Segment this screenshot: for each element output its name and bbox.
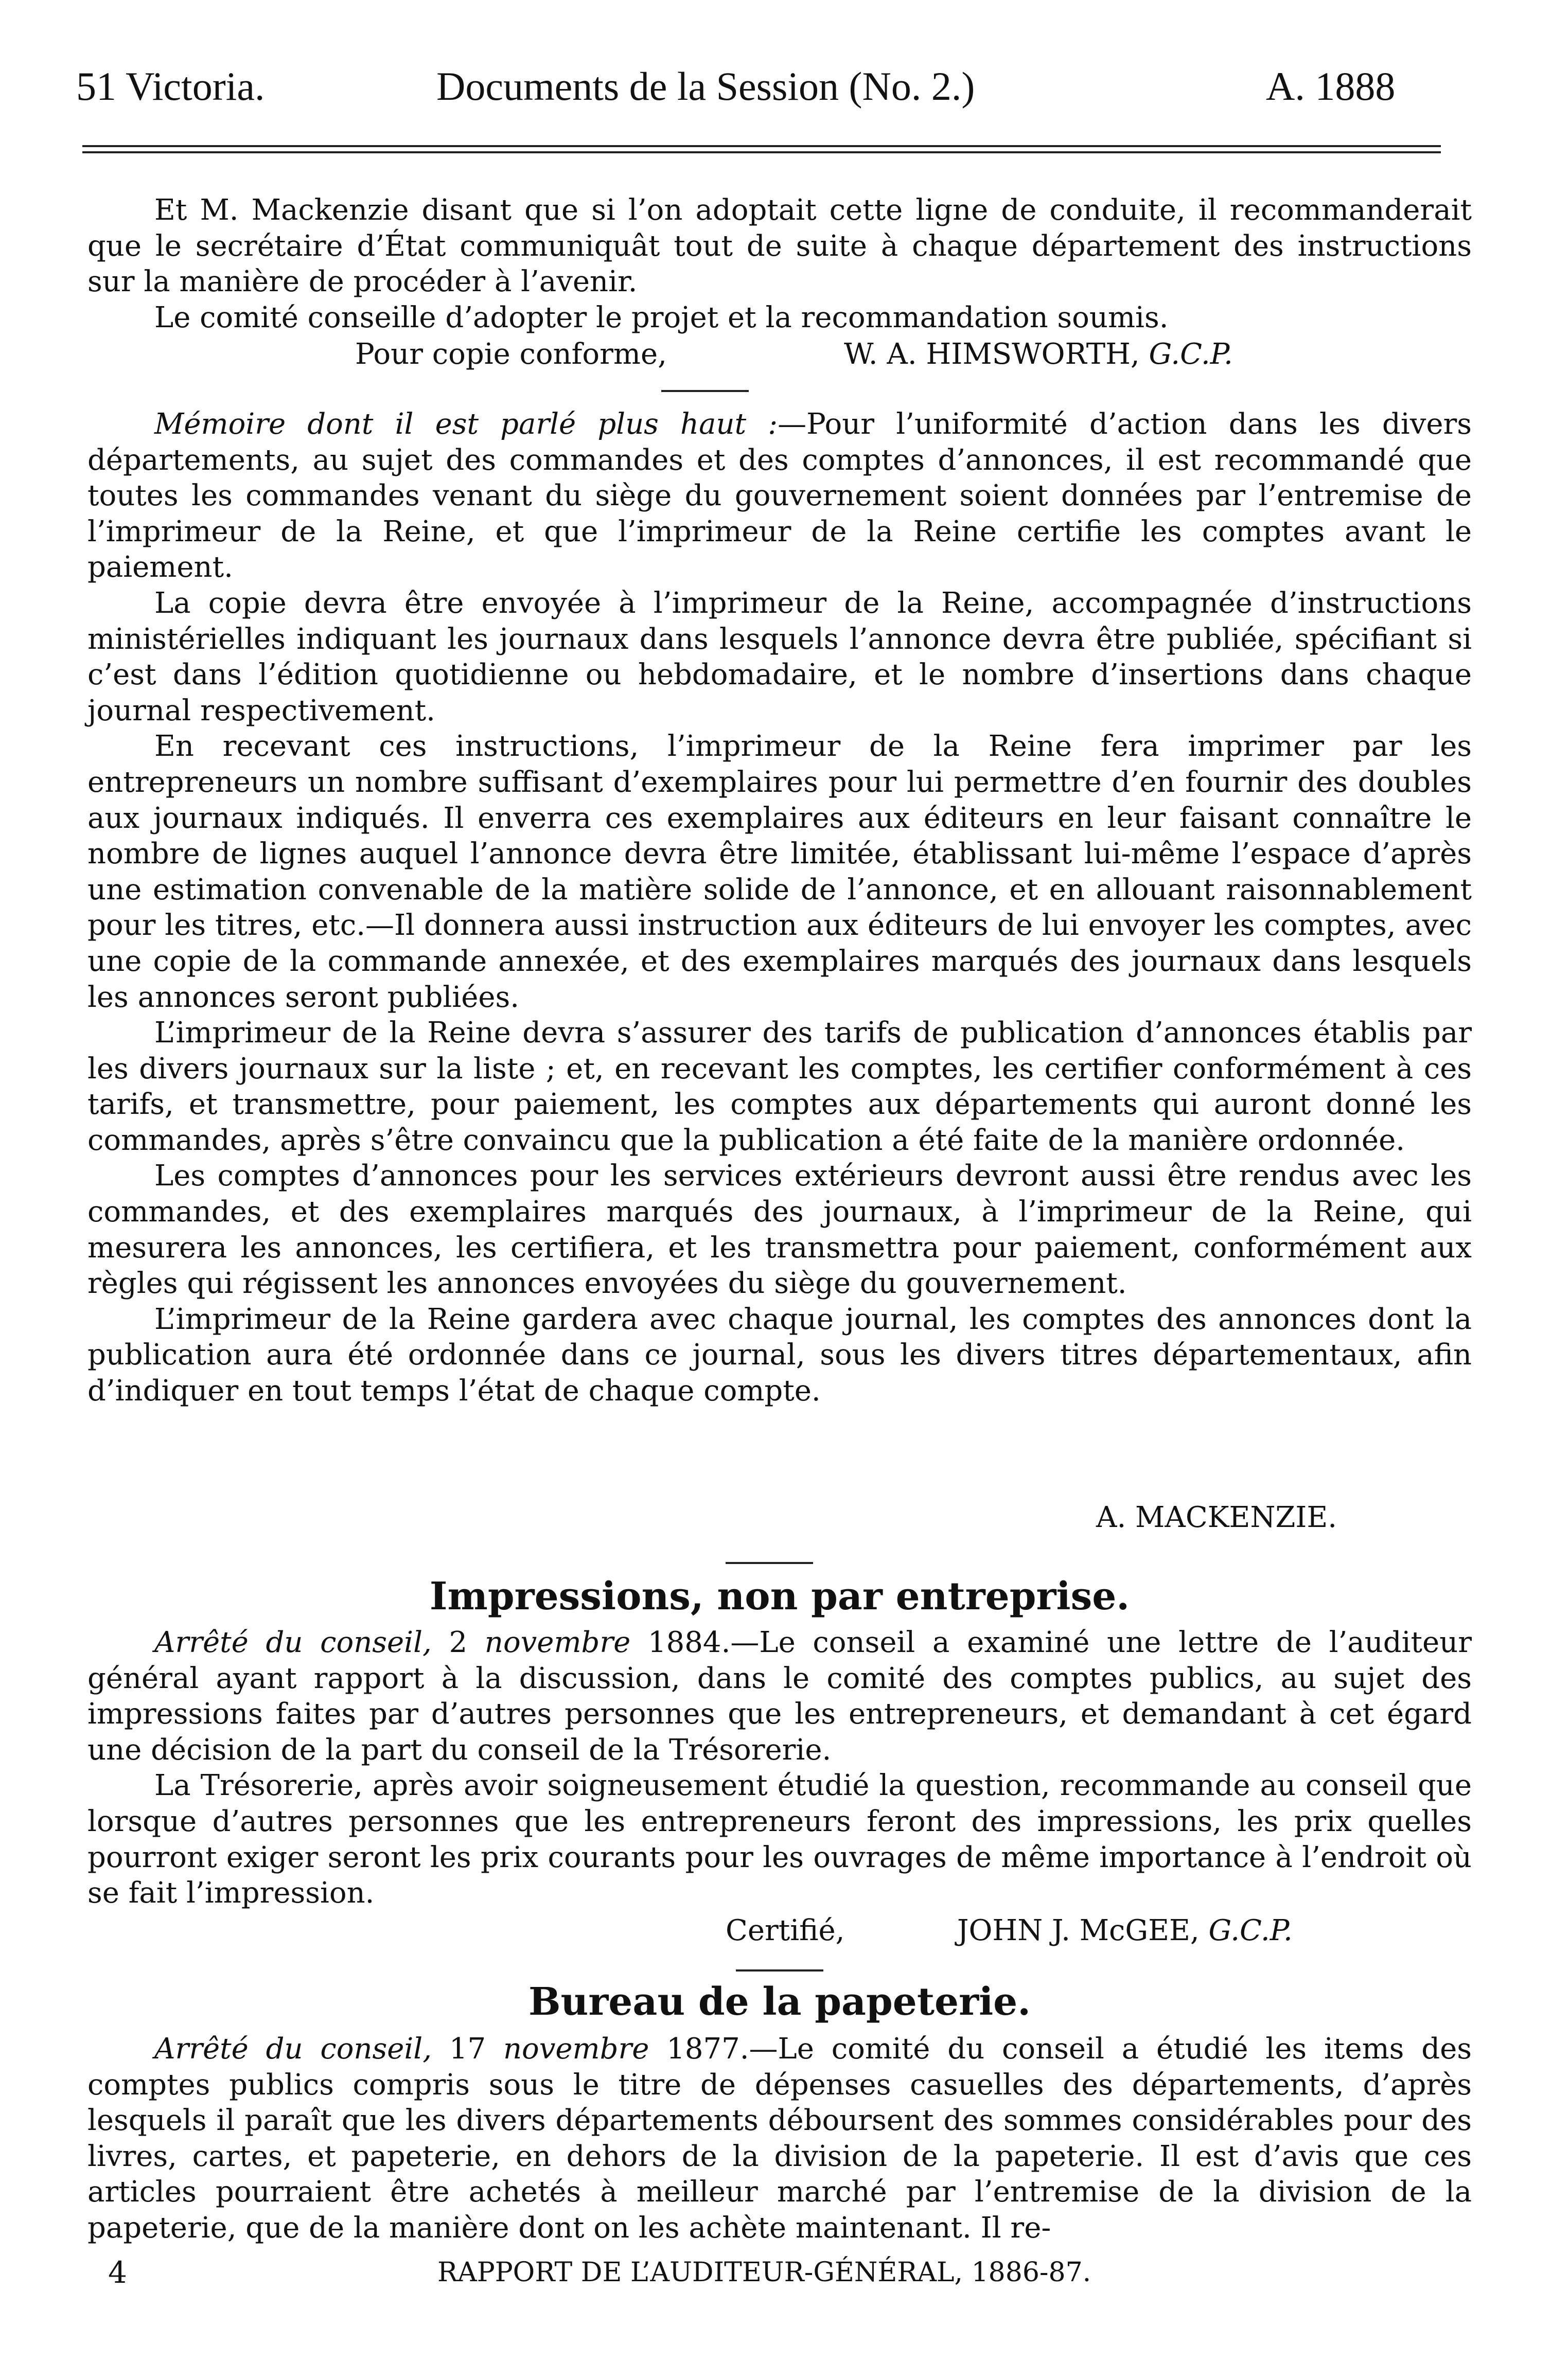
paragraph: L’imprimeur de la Reine devra s’assurer des tarifs de publication d’annonces établis par les divers journaux sur la liste ; et, en recevant les comptes, les certifier conformément à ces tarifs, et transmettre, pour paiement, les comptes aux départements qui auront donné les commandes, après s’être convaincu que la publication a été faite de la manière ordonnée. [87, 1016, 1472, 1157]
top-section [87, 192, 1472, 335]
certification-label: Pour copie conforme, [355, 338, 667, 371]
impressions-date-year: 1884. [648, 1626, 731, 1659]
section-divider [726, 1562, 813, 1564]
impressions-certification-label: Certifié, [726, 1914, 845, 1947]
impressions-date-month: novembre [484, 1626, 631, 1659]
header-session: 51 Victoria. [76, 64, 265, 109]
impressions-certification-title: G.C.P. [1208, 1914, 1293, 1947]
papeterie-lead-text: —Le comité du conseil a étudié les items des comptes publics compris sous le titre de dépenses casuelles des départements, d’après lesquels il paraît que les divers départements déboursent des sommes considérables pour des livres, cartes, et papeterie, en dehors de la division de la papeterie. Il est d’avis que ces articles pourraient être achetés à meilleur marché par l’entremise de la division de la papeterie, que de la manière dont on les achète maintenant. Il re- [87, 2032, 1472, 2245]
impressions-certification-name: JOHN J. McGEE, [957, 1914, 1200, 1947]
header-title: Documents de la Session (No. 2.) [436, 64, 975, 109]
papeterie-section [87, 2031, 1472, 2246]
paragraph: En recevant ces instructions, l’imprimeur de la Reine fera imprimer par les entrepreneurs un nombre suffisant d’exemplaires pour lui permettre d’en fournir des doubles aux journaux indiqués. Il enverra ces exemplaires aux éditeurs en leur faisant connaître le nombre de lignes auquel l’annonce devra être limitée, établissant lui-même l’espace d’après une estimation convenable de la matière solide de l’annonce, et en allouant raisonnablement pour les titres, etc.—Il donnera aussi instruction aux éditeurs de lui envoyer les comptes, avec une copie de la commande annexée, et des exemplaires marqués des journaux dans lesquels les annonces seront publiées. [87, 730, 1472, 1014]
page-number: 4 [108, 2255, 127, 2290]
paragraph: La Trésorerie, après avoir soigneusement étudié la question, recommande au conseil que lorsque d’autres personnes que les entrepreneurs feront des impressions, les prix quelles pourront exiger seront les prix courants pour les ouvrages de même importance à l’endroit où se fait l’impression. [87, 1769, 1472, 1910]
certification-name: W. A. HIMSWORTH, [844, 338, 1140, 371]
certification-title: G.C.P. [1149, 338, 1233, 371]
impressions-section [87, 1625, 1472, 1911]
paragraph: La copie devra être envoyée à l’imprimeur de la Reine, accompagnée d’instructions ministérielles indiquant les journaux dans lesquels l’annonce devra être publiée, spécifiant si c’est dans l’édition quotidienne ou hebdomadaire, et le nombre d’insertions dans chaque journal respectivement. [87, 586, 1472, 727]
impressions-heading: Impressions, non par entreprise. [429, 1574, 1130, 1619]
papeterie-lead-paragraph [87, 2031, 1472, 2246]
memoire-lead-text: —Pour l’uniformité d’action dans les divers départements, au sujet des commandes et des comptes d’annonces, il est recommandé que toutes les commandes venant du siège du gouvernement soient données par l’entremise de l’imprimeur de la Reine, et que l’imprimeur de la Reine certifie les comptes avant le paiement. [87, 407, 1472, 584]
paragraph: Et M. Mackenzie disant que si l’on adoptait cette ligne de conduite, il recommanderait que le secrétaire d’État communiquât tout de suite à chaque département des instructions sur la manière de procéder à l’avenir. [87, 193, 1472, 299]
papeterie-lead-italic: Arrêté du conseil, [154, 2032, 432, 2066]
memoire-signature: A. MACKENZIE. [1096, 1501, 1337, 1534]
paragraph: Les comptes d’annonces pour les services extérieurs devront aussi être rendus avec les commandes, et des exemplaires marqués des journaux, à l’imprimeur de la Reine, qui mesurera les annonces, les certifiera, et les transmettra pour paiement, conformément aux règles qui régissent les annonces envoyées du siège du gouvernement. [87, 1159, 1472, 1301]
impressions-lead-text: —Le conseil a examiné une lettre de l’auditeur général ayant rapport à la discussion, dans le comité des comptes publics, au sujet des impressions faites par d’autres personnes que les entrepreneurs, et demandant à cet égard une décision de la part du conseil de la Trésorerie. [87, 1626, 1472, 1767]
header-year: A. 1888 [1266, 64, 1396, 109]
header-rule-bottom [82, 151, 1441, 153]
header-rule-top [82, 145, 1441, 147]
impressions-lead-italic: Arrêté du conseil, [154, 1626, 432, 1659]
papeterie-date-day: 17 [449, 2032, 486, 2066]
papeterie-date-year: 1877. [666, 2032, 749, 2066]
papeterie-heading: Bureau de la papeterie. [528, 1980, 1031, 2024]
section-divider [736, 1969, 823, 1972]
memoire-lead-paragraph [87, 406, 1472, 585]
impressions-certification-signature [957, 1913, 1293, 1949]
paragraph: Le comité conseille d’adopter le projet et la recommandation soumis. [154, 300, 1169, 334]
section-divider [661, 390, 749, 392]
certification-signature [844, 336, 1233, 372]
paragraph: L’imprimeur de la Reine gardera avec chaque journal, les comptes des annonces dont la publication aura été ordonnée dans ce journal, sous les divers titres départementaux, afin d’indiquer en tout temps l’état de chaque compte. [87, 1302, 1472, 1408]
papeterie-date-month: novembre [503, 2032, 649, 2066]
memoire-section [87, 406, 1472, 1409]
memoire-lead-italic: Mémoire dont il est parlé plus haut : [154, 407, 778, 441]
impressions-date-day: 2 [449, 1626, 468, 1659]
footer-report-title: RAPPORT DE L’AUDITEUR-GÉNÉRAL, 1886-87. [437, 2257, 1091, 2288]
impressions-lead-paragraph [87, 1625, 1472, 1768]
